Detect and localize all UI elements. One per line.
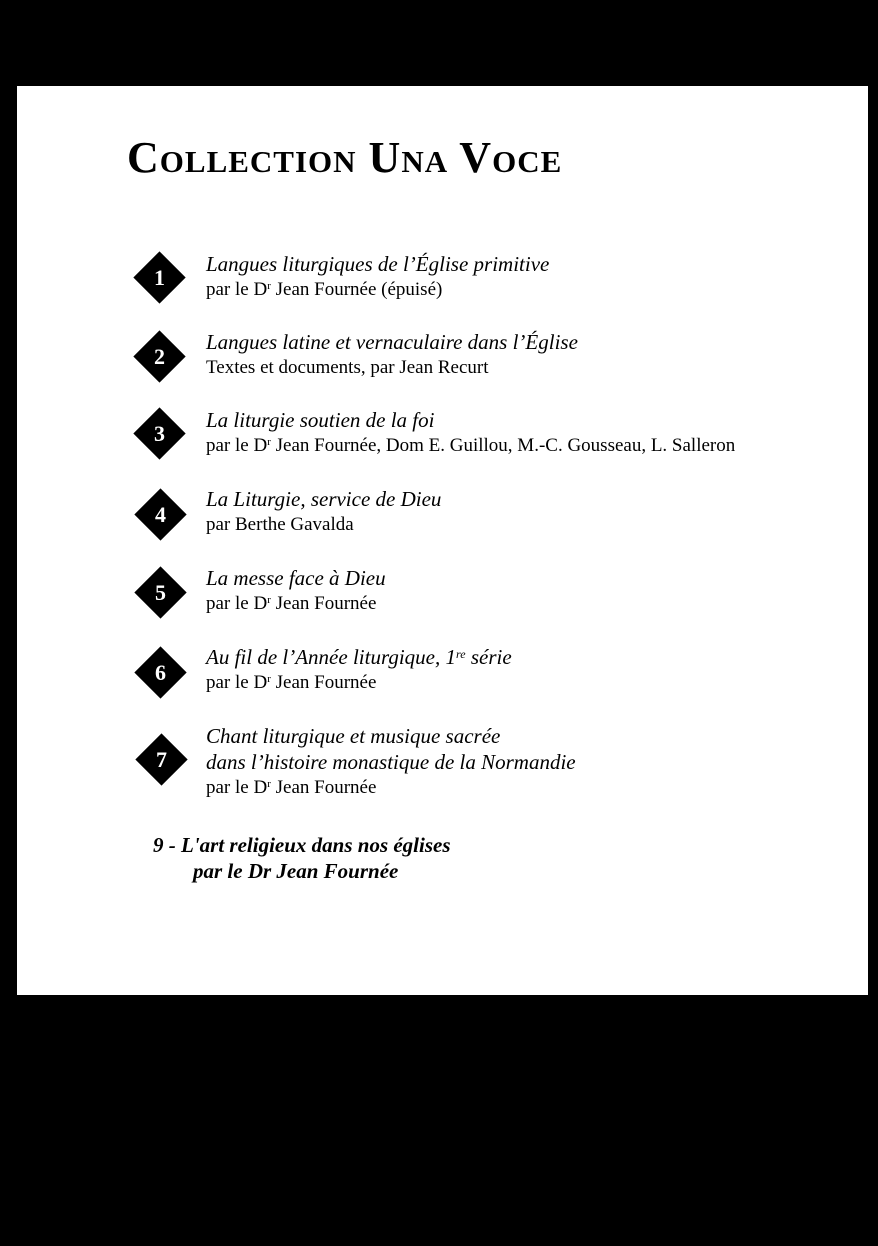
badge-number: 1 xyxy=(154,265,165,290)
book-author: par Berthe Gavalda xyxy=(206,514,354,535)
number-badge xyxy=(142,654,179,691)
book-author: par le $D^r$ Jean Fournée (épuisé) xyxy=(206,279,443,300)
number-badge xyxy=(141,259,178,296)
book-title: La liturgie soutien de la foi xyxy=(206,408,435,432)
number-badge xyxy=(141,338,178,375)
book-title-line-1: Chant liturgique et musique sacrée xyxy=(206,724,501,748)
badge-number: 5 xyxy=(155,580,166,605)
book-author: par le $D^r$ Jean Fournée, Dom E. Guillou, M.-C. Gousseau, L. Salleron xyxy=(206,435,736,456)
book-title: Au fil de l’Année liturgique, 1re série xyxy=(206,645,512,669)
book-title: Langues liturgiques de l’Église primitive xyxy=(206,252,550,276)
extra-entry-title: 9 - L'art religieux dans nos églises xyxy=(153,833,451,857)
book-author: par le $D^r$ Jean Fournée xyxy=(206,593,377,614)
book-title-line-2: dans l’histoire monastique de la Normandie xyxy=(206,750,576,774)
badge-number: 6 xyxy=(155,660,166,685)
badge-number: 4 xyxy=(155,502,166,527)
extra-entry-author: par le Dr Jean Fournée xyxy=(193,859,399,883)
collection-entry-9 xyxy=(153,832,451,884)
number-badge xyxy=(142,496,179,533)
number-badge xyxy=(141,415,178,452)
badge-number: 7 xyxy=(156,747,167,772)
badge-number: 2 xyxy=(154,344,165,369)
collection-title: Collection Una Voce xyxy=(127,133,563,182)
badge-number: 3 xyxy=(154,421,165,446)
number-badge xyxy=(142,574,179,611)
document-page xyxy=(17,86,868,995)
book-author: Textes et documents, par Jean Recurt xyxy=(206,357,489,378)
book-title: Langues latine et vernaculaire dans l’Église xyxy=(206,330,578,354)
book-author: par le $D^r$ Jean Fournée xyxy=(206,672,377,693)
book-title: La Liturgie, service de Dieu xyxy=(206,487,442,511)
book-title: La messe face à Dieu xyxy=(206,566,386,590)
book-author: par le $D^r$ Jean Fournée xyxy=(206,777,377,798)
number-badge xyxy=(143,741,180,778)
